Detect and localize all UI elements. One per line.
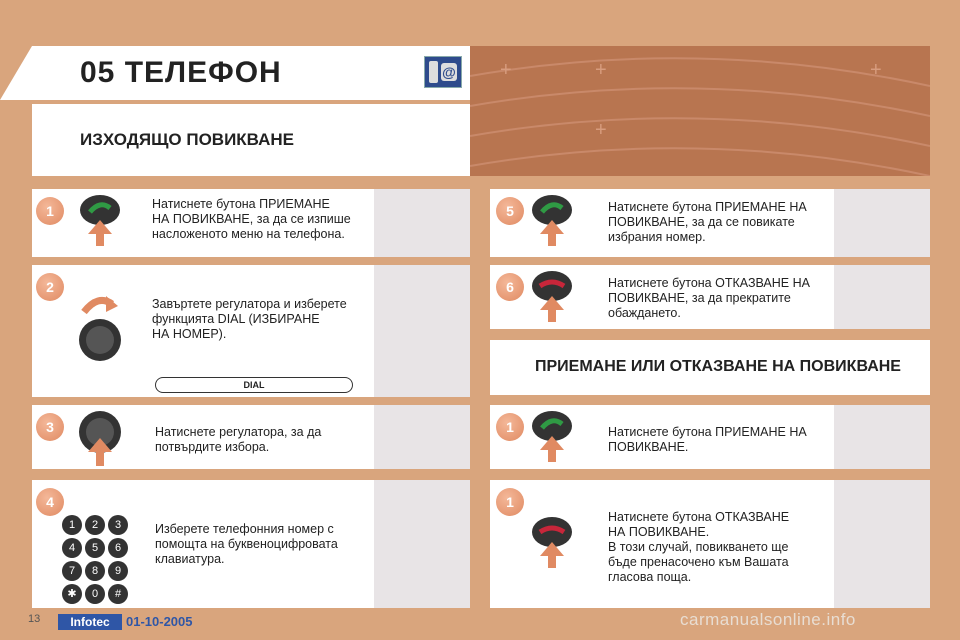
rotary-knob-icon bbox=[78, 292, 122, 366]
step-number: 6 bbox=[496, 273, 524, 301]
watermark: carmanualsonline.info bbox=[680, 610, 856, 629]
keypad-panel bbox=[374, 189, 470, 257]
radio-panel bbox=[374, 265, 470, 397]
footer-date: 01-10-2005 bbox=[126, 614, 193, 629]
text-line: Натиснете бутона ПРИЕМАНЕ bbox=[152, 197, 330, 211]
step-text bbox=[608, 200, 807, 245]
keypad-key: 9 bbox=[108, 561, 128, 581]
step-number: 5 bbox=[496, 197, 524, 225]
text-line: бъде пренасочено към Вашата bbox=[608, 555, 789, 569]
text-line: Натиснете регулатора, за да bbox=[155, 425, 322, 439]
step-text bbox=[608, 276, 810, 321]
section-title-outgoing: ИЗХОДЯЩО ПОВИКВАНЕ bbox=[80, 130, 295, 149]
step-text bbox=[155, 522, 338, 567]
keypad-key: 7 bbox=[62, 561, 82, 581]
text-line: Натиснете бутона ПРИЕМАНЕ НА bbox=[608, 425, 807, 439]
keypad-panel bbox=[834, 405, 930, 469]
step-text bbox=[608, 425, 807, 455]
answer-button-icon bbox=[530, 190, 574, 248]
svg-text:+: + bbox=[870, 59, 882, 81]
phone-at-icon bbox=[424, 56, 462, 88]
keypad-panel bbox=[834, 189, 930, 257]
text-line: НА ПОВИКВАНЕ. bbox=[608, 525, 710, 539]
svg-text:+: + bbox=[595, 59, 607, 81]
svg-text:+: + bbox=[595, 119, 607, 141]
text-line: НА ПОВИКВАНЕ, за да се изпише bbox=[152, 212, 351, 226]
text-line: Натиснете бутона ПРИЕМАНЕ НА bbox=[608, 200, 807, 214]
text-line: ПОВИКВАНЕ, за да прекратите bbox=[608, 291, 791, 305]
keypad-panel bbox=[374, 480, 470, 608]
text-line: В този случай, повикването ще bbox=[608, 540, 789, 554]
keypad-key: # bbox=[108, 584, 128, 604]
step-text bbox=[152, 197, 351, 242]
keypad-key: 4 bbox=[62, 538, 82, 558]
step-text bbox=[152, 297, 347, 342]
svg-text:+: + bbox=[500, 59, 512, 81]
text-line: помощта на буквеноцифровата bbox=[155, 537, 338, 551]
keypad-key: 6 bbox=[108, 538, 128, 558]
hero-image bbox=[470, 46, 930, 176]
keypad bbox=[62, 515, 128, 604]
keypad-key: 8 bbox=[85, 561, 105, 581]
section-title-incoming: ПРИЕМАНЕ ИЛИ ОТКАЗВАНЕ НА ПОВИКВАНЕ bbox=[535, 358, 901, 375]
page-number: 13 bbox=[28, 613, 41, 625]
infotec-logo: Infotec bbox=[58, 614, 122, 630]
keypad-key: ✱ bbox=[62, 584, 82, 604]
text-line: НА НОМЕР). bbox=[152, 327, 227, 341]
text-line: клавиатура. bbox=[155, 552, 225, 566]
answer-button-icon bbox=[78, 190, 122, 248]
keypad-key: 1 bbox=[62, 515, 82, 535]
keypad-panel bbox=[834, 265, 930, 329]
svg-text:@: @ bbox=[442, 64, 456, 80]
keypad-key: 5 bbox=[85, 538, 105, 558]
text-line: функцията DIAL (ИЗБИРАНЕ bbox=[152, 312, 320, 326]
keypad-key: 2 bbox=[85, 515, 105, 535]
keypad-key: 0 bbox=[85, 584, 105, 604]
step-number: 1 bbox=[36, 197, 64, 225]
text-line: Изберете телефонния номер с bbox=[155, 522, 334, 536]
text-line: Натиснете бутона ОТКАЗВАНЕ bbox=[608, 510, 790, 524]
page-title: 05 ТЕЛЕФОН bbox=[80, 56, 282, 89]
step-text bbox=[608, 510, 789, 585]
knob-press-icon bbox=[78, 408, 122, 468]
step-number: 1 bbox=[496, 413, 524, 441]
step-number: 3 bbox=[36, 413, 64, 441]
step-number: 1 bbox=[496, 488, 524, 516]
text-line: обаждането. bbox=[608, 306, 681, 320]
text-line: ПОВИКВАНЕ, за да се повикате bbox=[608, 215, 795, 229]
keypad-key: 3 bbox=[108, 515, 128, 535]
text-line: ПОВИКВАНЕ. bbox=[608, 440, 689, 454]
hangup-button-icon bbox=[530, 266, 574, 324]
keypad-panel bbox=[834, 480, 930, 608]
radio-panel bbox=[374, 405, 470, 469]
step-text bbox=[155, 425, 321, 455]
text-line: Натиснете бутона ОТКАЗВАНЕ НА bbox=[608, 276, 810, 290]
text-line: гласова поща. bbox=[608, 570, 692, 584]
step-number: 4 bbox=[36, 488, 64, 516]
title-notch bbox=[0, 46, 32, 100]
answer-button-icon bbox=[530, 406, 574, 464]
text-line: насложеното меню на телефона. bbox=[152, 227, 345, 241]
text-line: Завъртете регулатора и изберете bbox=[152, 297, 347, 311]
dial-label: DIAL bbox=[155, 377, 353, 393]
step-number: 2 bbox=[36, 273, 64, 301]
text-line: избрания номер. bbox=[608, 230, 706, 244]
hangup-button-icon bbox=[530, 512, 574, 570]
text-line: потвърдите избора. bbox=[155, 440, 270, 454]
